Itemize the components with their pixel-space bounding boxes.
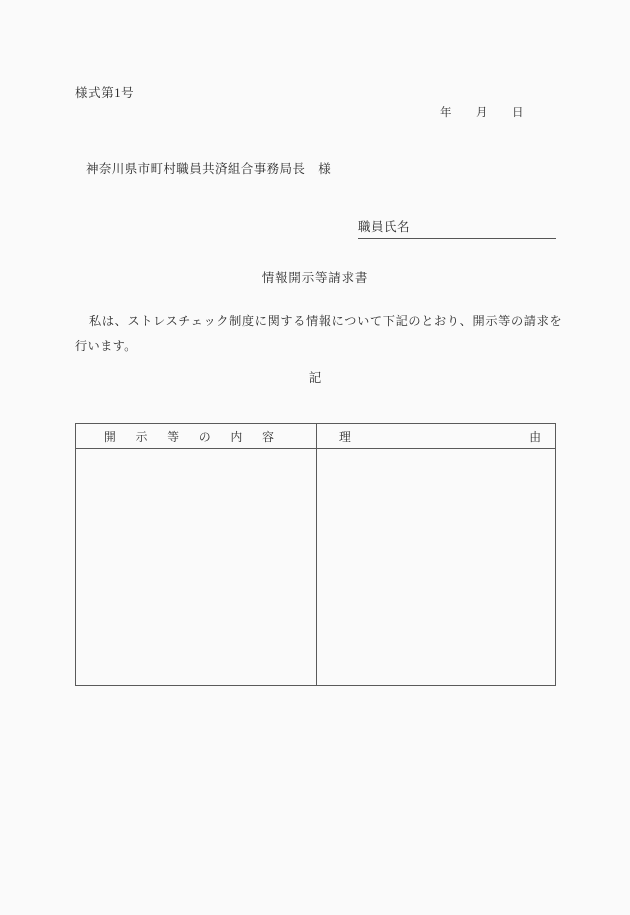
employee-name-field[interactable] — [358, 217, 556, 239]
addressee-line: 神奈川県市町村職員共済組合事務局長 様 — [86, 162, 332, 176]
table-header-reason — [317, 424, 555, 448]
header-char-5: 容 — [262, 429, 274, 444]
table-header-disclosure-content — [76, 424, 317, 448]
header-char-0: 開 — [104, 429, 116, 444]
header-char-1: 示 — [135, 429, 148, 444]
page-title: 情報開示等請求書 — [261, 271, 369, 285]
ki-marker: 記 — [308, 371, 322, 385]
reason-value — [317, 449, 555, 685]
employee-name-label: 職員氏名 — [358, 220, 411, 234]
cell-disclosure-content[interactable] — [76, 449, 317, 685]
form-number: 様式第1号 — [75, 86, 135, 100]
table-header-row — [76, 424, 555, 449]
table-row — [76, 449, 555, 685]
disclosure-content-value — [76, 449, 316, 685]
date-line: 年 月 日 — [440, 107, 524, 119]
header-reason-char-0: 理 — [339, 429, 351, 444]
request-table — [75, 423, 556, 686]
header-reason-char-1: 由 — [529, 429, 541, 444]
cell-reason[interactable] — [317, 449, 555, 685]
header-char-3: の — [198, 429, 211, 444]
body-paragraph: 私は、ストレスチェック制度に関する情報について下記のとおり、開示等の請求を行います。 — [75, 314, 562, 353]
header-char-2: 等 — [167, 429, 180, 444]
header-char-4: 内 — [230, 429, 243, 444]
